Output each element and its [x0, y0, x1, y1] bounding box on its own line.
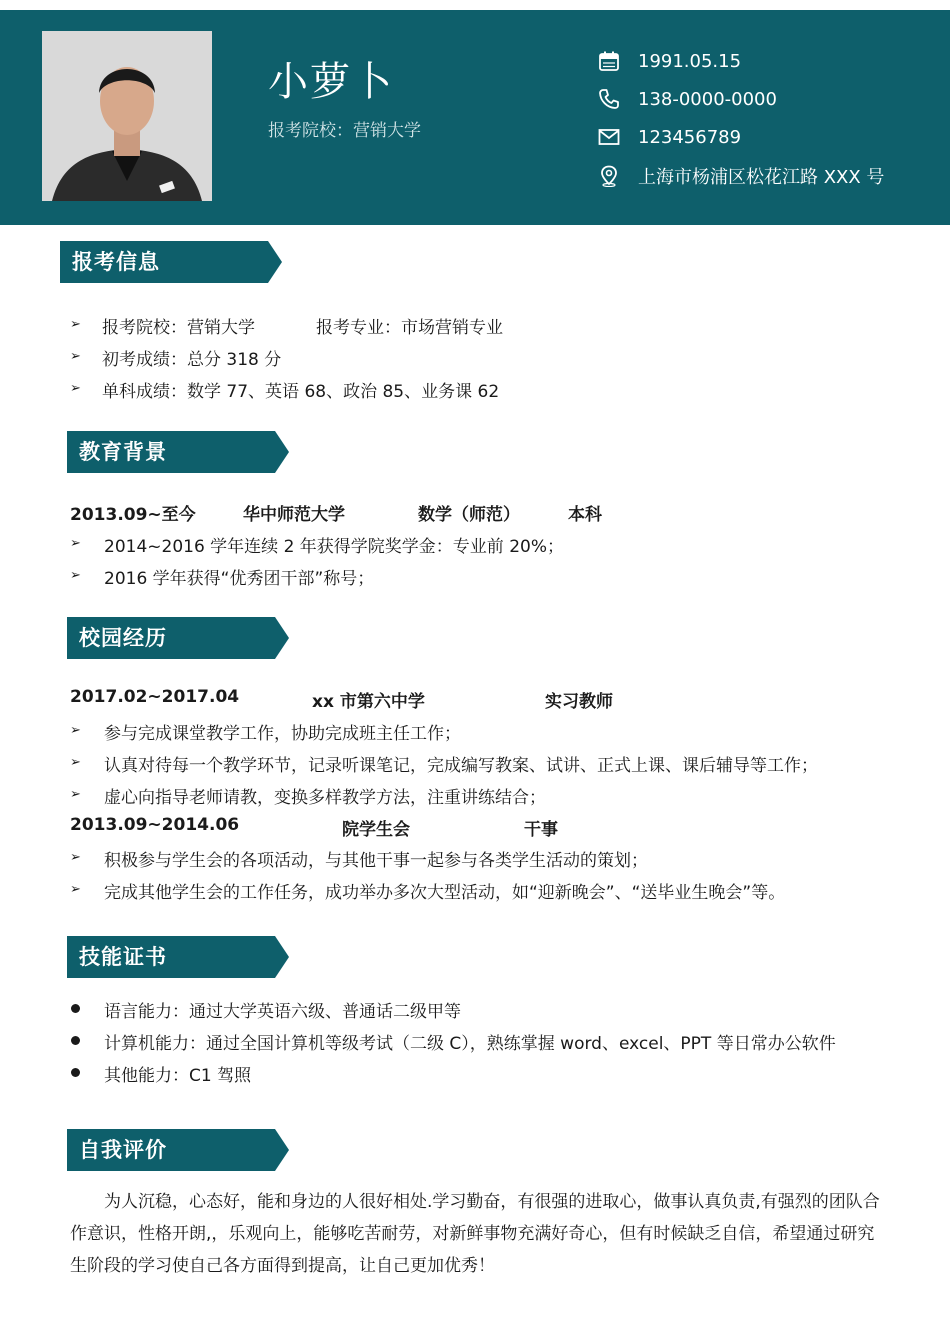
skill-item: 语言能力：通过大学英语六级、普通话二级甲等 [104, 1002, 461, 1022]
arrow-bullet-icon: ➢ [70, 882, 81, 897]
campus-period: 2013.09~2014.06 [70, 815, 240, 835]
arrow-bullet-icon: ➢ [70, 850, 81, 865]
edu-item: 2014~2016 学年连续 2 年获得学院奖学金：专业前 20%； [104, 537, 564, 557]
birthday-text: 1991.05.15 [638, 50, 742, 72]
campus-role: 实习教师 [545, 692, 613, 712]
edu-period: 2013.09~至今 [70, 505, 196, 525]
apply-subject-scores: 单科成绩：数学 77、英语 68、政治 85、业务课 62 [102, 382, 500, 402]
campus-role: 干事 [524, 820, 558, 840]
apply-major: 报考专业：市场营销专业 [316, 318, 503, 338]
mail-icon [598, 126, 620, 148]
skill-item: 计算机能力：通过全国计算机等级考试（二级 C），熟练掌握 word、excel、PPT 等日常办公软件 [104, 1034, 836, 1054]
apply-school: 报考院校：营销大学 [102, 318, 255, 338]
section-title-apply: 报考信息 [60, 241, 290, 283]
campus-item: 虚心向指导老师请教，变换多样教学方法，注重讲练结合； [104, 788, 546, 808]
section-title-self: 自我评价 [67, 1129, 297, 1171]
arrow-bullet-icon: ➢ [70, 317, 81, 332]
arrow-bullet-icon: ➢ [70, 723, 81, 738]
candidate-name: 小萝卜 [268, 59, 394, 105]
edu-major: 数学（师范） [418, 505, 520, 525]
section-title-campus: 校园经历 [67, 617, 297, 659]
contact-address [598, 162, 884, 190]
campus-period: 2017.02~2017.04 [70, 687, 240, 707]
header-banner [0, 10, 950, 225]
campus-item: 认真对待每一个教学环节，记录听课笔记，完成编写教案、试讲、正式上课、课后辅导等工作； [104, 756, 818, 776]
target-school-subtitle: 报考院校：营销大学 [268, 121, 421, 141]
campus-org: xx 市第六中学 [312, 692, 425, 712]
dot-bullet-icon [71, 1004, 80, 1013]
contact-phone [598, 85, 777, 113]
self-evaluation-text: 为人沉稳，心态好，能和身边的人很好相处.学习勤奋，有很强的进取心，做事认真负责,有强烈的团队合作意识，性格开朗,，乐观向上，能够吃苦耐劳，对新鲜事物充满好奇心，但有时候缺乏自信，希望通过研究生阶段的学习使自己各方面得到提高，让自己更加优秀！ [70, 1192, 880, 1276]
edu-degree: 本科 [568, 505, 602, 525]
skill-item: 其他能力：C1 驾照 [104, 1066, 252, 1086]
arrow-bullet-icon: ➢ [70, 787, 81, 802]
calendar-icon [598, 50, 620, 72]
dot-bullet-icon [71, 1036, 80, 1045]
section-title-skills: 技能证书 [67, 936, 297, 978]
address-text: 上海市杨浦区松花江路 XXX 号 [638, 167, 885, 188]
arrow-bullet-icon: ➢ [70, 755, 81, 770]
dot-bullet-icon [71, 1068, 80, 1077]
location-icon [598, 165, 620, 187]
phone-text: 138-0000-0000 [638, 88, 777, 110]
arrow-bullet-icon: ➢ [70, 536, 81, 551]
mail-text: 123456789 [638, 126, 742, 148]
apply-score: 初考成绩：总分 318 分 [102, 350, 282, 370]
arrow-bullet-icon: ➢ [70, 381, 81, 396]
contact-birthday [598, 47, 741, 75]
section-title-education: 教育背景 [67, 431, 297, 473]
arrow-bullet-icon: ➢ [70, 349, 81, 364]
edu-item: 2016 学年获得“优秀团干部”称号； [104, 569, 375, 589]
edu-school: 华中师范大学 [243, 505, 345, 525]
campus-org: 院学生会 [342, 820, 410, 840]
profile-photo [42, 31, 212, 201]
contact-mail [598, 123, 741, 151]
campus-item: 积极参与学生会的各项活动，与其他干事一起参与各类学生活动的策划； [104, 851, 648, 871]
campus-item: 完成其他学生会的工作任务，成功举办多次大型活动，如“迎新晚会”、“送毕业生晚会”等。 [104, 883, 786, 903]
campus-item: 参与完成课堂教学工作，协助完成班主任工作； [104, 724, 461, 744]
person-photo-icon [42, 31, 212, 201]
arrow-bullet-icon: ➢ [70, 568, 81, 583]
phone-icon [598, 88, 620, 110]
